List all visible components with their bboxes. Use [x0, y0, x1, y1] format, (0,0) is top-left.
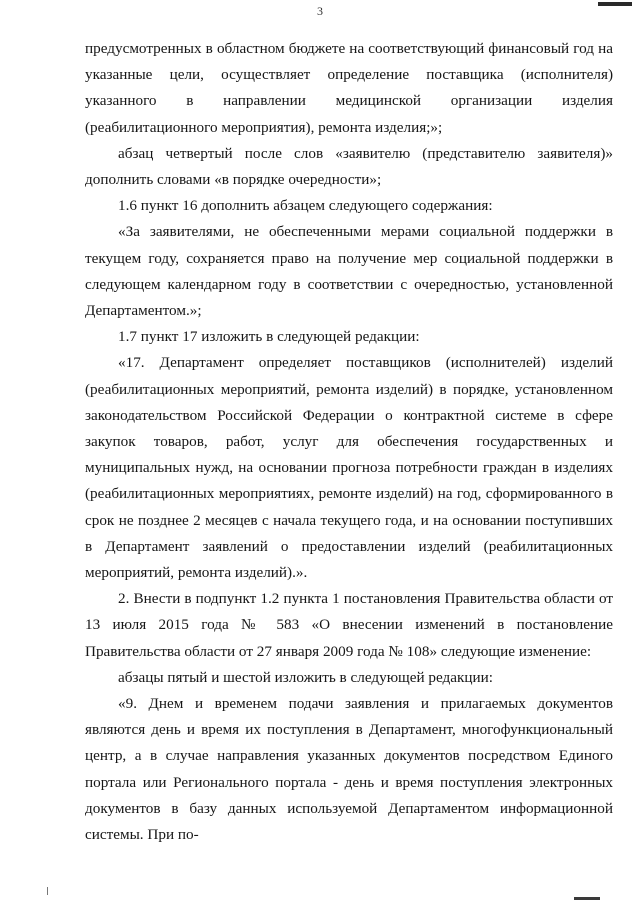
paragraph-continuation: предусмотренных в областном бюджете на соответствующий финансовый год на указанные цели, осуществляет определение поставщика (исполнителя) указанного в направлении медицинской организации изделия (реабилитационного мероприятия), ремонта изделия;»;	[85, 40, 613, 136]
paragraph-item-1-6: 1.6 пункт 16 дополнить абзацем следующего содержания:	[118, 197, 493, 215]
paragraph-quote-17: «17. Департамент определяет поставщиков (исполнителей) изделий (реабилитационных мероприятий, ремонта изделий) в порядке, установленном законодательством Российской Федерации о контрактной системе в сфере закупок товаров, работ, услуг для обеспечения государственных и муниципальных нужд, на основании прогноза потребности граждан в изделиях (реабилитационных мероприятиях, ремонте изделий) на год, сформированного в срок не позднее 2 месяцев с начала текущего года, и на основании поступивших в Департамент заявлений о предоставлении изделий (реабилитационных мероприятий, ремонта изделий).».	[85, 354, 613, 582]
page-number: 3	[317, 4, 323, 18]
paragraph-item-1-7: 1.7 пункт 17 изложить в следующей редакции:	[118, 328, 420, 346]
document-body	[85, 36, 613, 848]
paragraph-abzacy-pyatyi-shestoi: абзацы пятый и шестой изложить в следующей редакции:	[118, 668, 493, 686]
scan-artifact-bottom	[574, 897, 600, 900]
paragraph-item-2: 2. Внести в подпункт 1.2 пункта 1 постановления Правительства области от 13 июля 2015 года № 583 «О внесении изменений в постановление Правительства области от 27 января 2009 года № 108» следующие изменение:	[85, 590, 613, 660]
paragraph-abzac-chetvertyi: абзац четвертый после слов «заявителю (представителю заявителя)» дополнить словами «в порядке очередности»;	[85, 144, 613, 189]
paragraph-quote-zayaviteli: «За заявителями, не обеспеченными мерами социальной поддержки в текущем году, сохраняется право на получение мер социальной поддержки в следующем календарном году в соответствии с очередностью, установленной Департаментом.»;	[85, 223, 613, 320]
scan-artifact-left	[47, 887, 48, 895]
paragraph-quote-9: «9. Днем и временем подачи заявления и прилагаемых документов являются день и время их поступления в Департамент, многофункциональный центр, а в случае направления указанных документов посредством Единого портала или Регионального портала - день и время поступления электронных документов в базу данных используемой Департаментом информационной системы. При по-	[85, 695, 613, 844]
